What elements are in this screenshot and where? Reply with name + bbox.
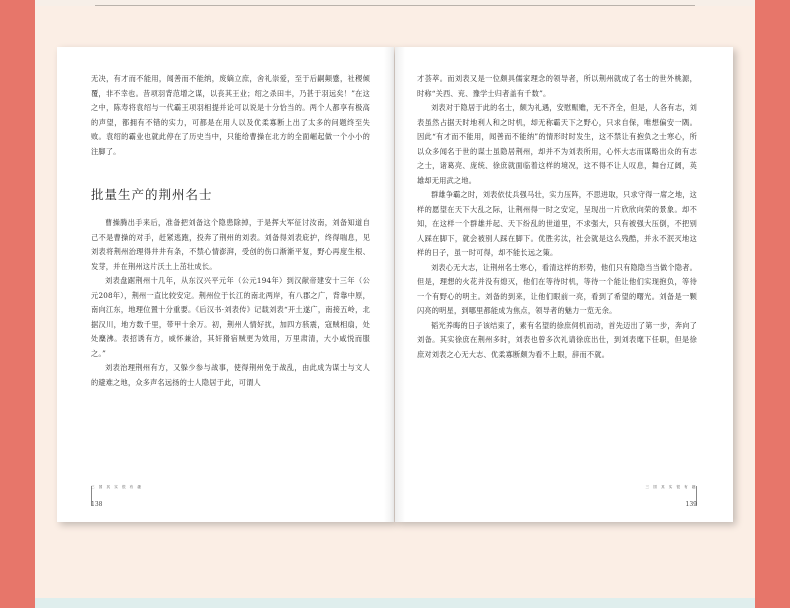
top-divider bbox=[95, 5, 695, 6]
series-title: 三 国 其 实 很 有 趣 bbox=[645, 485, 697, 489]
body-paragraph: 曹操腾出手来后，准备把刘备这个隐患除掉，于是挥大军征讨汝南，刘备知道自己不是曹操的对手，赶紧逃跑，投奔了荆州的刘表。刘备得刘表庇护，终得喘息，见刘表将荆州治理得井井有条，不禁心情澎湃，受创的伤口渐渐平复，野心再度生根、发芽，并在荆州这片沃土上茁壮成长。 bbox=[91, 218, 370, 271]
page-footer bbox=[91, 485, 143, 508]
body-paragraph: 韬光养晦的日子该结束了，素有名望的徐庶伺机而动，首先迈出了第一步，奔向了刘备。其实徐庶在荆州多时，刘表也曾多次礼请徐庶出仕，到刘表麾下任职，但是徐庶对刘表之心无大志、优柔寡断颇为看不上眼，辞而不就。 bbox=[417, 320, 697, 359]
page-number: 139 bbox=[685, 501, 697, 508]
section-heading: 批量生产的荆州名士 bbox=[91, 187, 213, 202]
intro-paragraph: 无决，有才而不能用，闻善而不能纳，废嫡立庶，舍礼崇爱，至于后嗣颠蹙，社稷倾覆，非不幸也。昔项羽背范增之谋，以丧其王业；绍之杀田丰，乃甚于羽远矣！”在这之中，陈寿将袁绍与一代霸王项羽相提并论可以说是十分恰当的。两个人都享有极高的声望，都拥有不错的实力，可都是在用人以及优柔寡断上出了太多的问题终至失败。袁绍的霸业也就此停在了历史当中，只能给曹操在北方的全面崛起做一个小小的注脚了。 bbox=[91, 74, 370, 156]
body-paragraph: 刘表心无大志，让荆州名士寒心，看清这样的形势，他们只有隐隐当当做个隐者。但是，理想的火花并没有熄灭，他们在等待时机，等待一个能让他们实现抱负，等待一个有野心的明主。刘备的到来，让他们眼前一亮，看到了希望的曙光。刘备是一颗闪亮的明星，到哪里都能成为焦点，领导者的魅力一览无余。 bbox=[417, 262, 697, 315]
book-page-left bbox=[57, 47, 394, 522]
body-paragraph: 刘表盘踞荆州十几年，从东汉兴平元年（公元194年）到汉献帝建安十三年（公元208年），荆州一直比较安定。荆州位于长江的南北两岸，有八郡之广，背靠中原，南向江东，地理位置十分重要。《后汉书·刘表传》记载刘表“开土遂广，南接五岭，北据汉川，地方数千里，带甲十余万。初，荆州人情好扰，加四方骇震，寇贼相扇，处处麋沸。表招诱有方，威怀兼洽，其奸猾宿贼更为效用，万里肃清，大小咸悦而服之。” bbox=[91, 276, 370, 358]
series-title: 三 国 其 实 很 有 趣 bbox=[91, 485, 143, 489]
body-paragraph: 群雄争霸之时，刘表依仗兵强马壮，实力压阵，不思进取，只求守得一席之地，这样的愿望在天下大乱之际，让荆州得一时之安定，呈现出一片欣欣向荣的景象。却不知，在这样一个群雄并起、天下纷乱的世道里，不求强大，只有被强大压倒，不把别人踩在脚下，就会被别人踩在脚下。优胜劣汰，社会就是这么残酷，并永不泯灭地这样的日子，虽一时可得，却不能长远之策。 bbox=[417, 190, 697, 257]
body-paragraph: 刘表治理荆州有方，又躲少参与战事，使得荆州免于战乱，由此成为谋士与文人的避难之地，众多声名远扬的士人隐居于此，可谓人 bbox=[91, 363, 370, 387]
intro-paragraph: 才荟萃。而刘表又是一位颇具儒家理念的领导者，所以荆州就成了名士的世外桃源，时称“关西、兖、豫学士归者盖有千数”。 bbox=[417, 74, 697, 98]
page-footer bbox=[645, 485, 697, 508]
bottom-band bbox=[35, 598, 755, 608]
page-number: 138 bbox=[91, 501, 103, 508]
body-paragraph: 刘表对于隐居于此的名士，颇为礼遇，安慰赈赡，无不齐全，但是，人各有志，刘表虽然占据天时地利人和之时机，却无称霸天下之野心，只求自保，唯想偏安一隅。因此“有才而不能用，闻善而不能纳”的情形时时发生，这不禁让有抱负之士寒心，所以众多闻名于世的谋士虽隐居荆州，却并不为刘表所用，心怀大志而谋略出众的有志之士，诸葛亮、庞统、徐庶就面临着这样的境况，这不得不让人叹息，舞台辽阔，英雄却无用武之地。 bbox=[417, 103, 697, 185]
book-page-right bbox=[395, 47, 733, 522]
background-card bbox=[35, 0, 755, 608]
